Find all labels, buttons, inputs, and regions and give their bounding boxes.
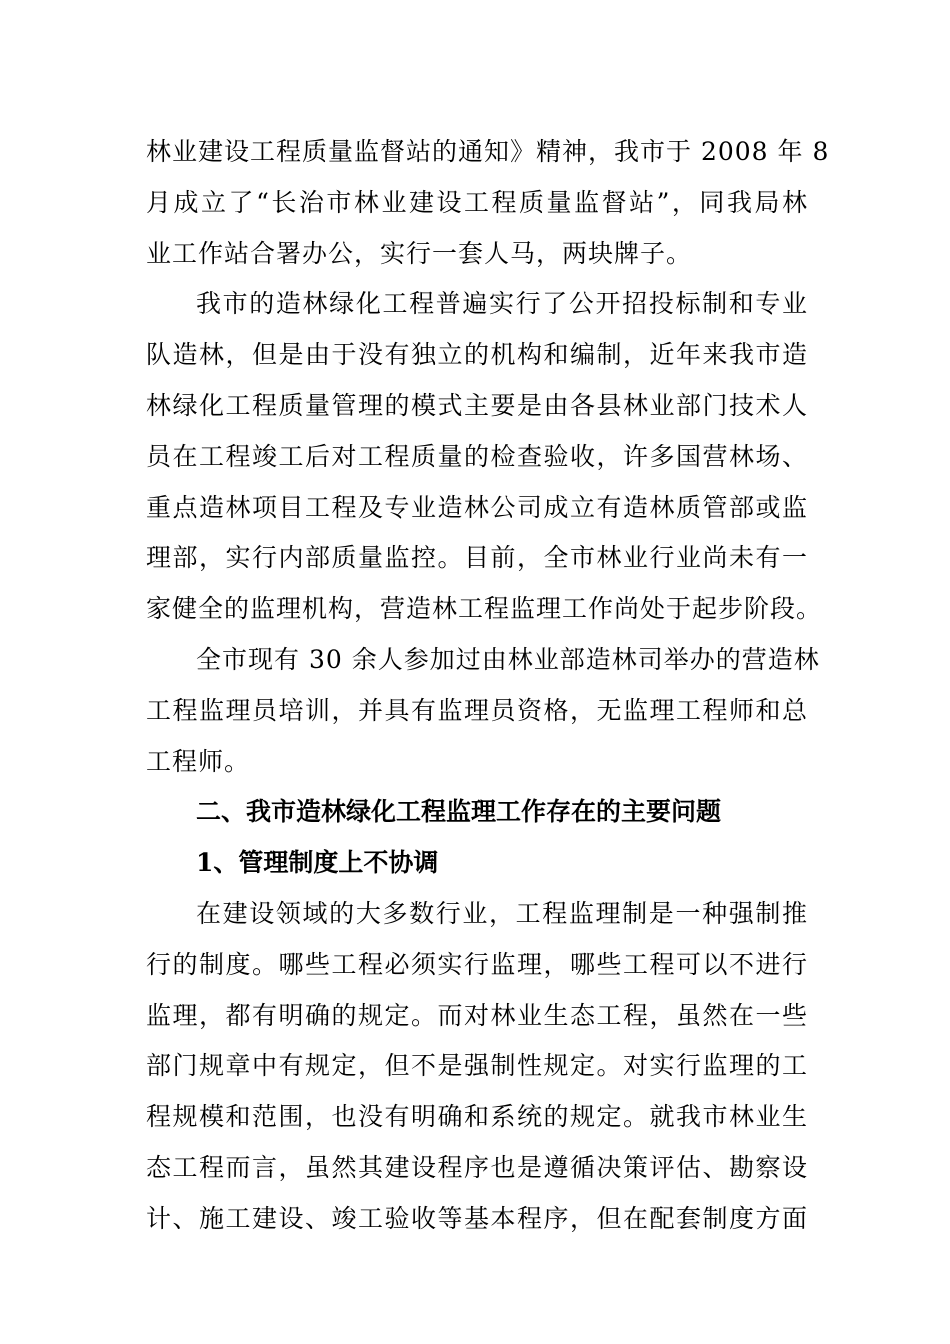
text-line: 队造林，但是由于没有独立的机构和编制，近年来我市造 (146, 340, 808, 370)
text-line: 月成立了“长治市林业建设工程质量监督站”，同我局林 (146, 187, 808, 217)
text-line: 业工作站合署办公，实行一套人马，两块牌子。 (146, 238, 693, 268)
text-line: 行的制度。哪些工程必须实行监理，哪些工程可以不进行 (146, 949, 808, 979)
subsection-heading: 1、管理制度上不协调 (196, 848, 439, 878)
text-line: 程规模和范围，也没有明确和系统的规定。就我市林业生 (146, 1102, 808, 1132)
paragraph (146, 635, 820, 787)
text-line: 家健全的监理机构，营造林工程监理工作尚处于起步阶段。 (146, 594, 823, 624)
text-line: 员在工程竣工后对工程质量的检查验收，许多国营林场、 (146, 441, 808, 471)
text-line: 工程师。 (146, 746, 251, 776)
paragraph (146, 279, 823, 635)
text-line: 工程监理员培训，并具有监理员资格，无监理工程师和总 (146, 695, 808, 725)
text-line: 态工程而言，虽然其建设程序也是遵循决策评估、勘察设 (146, 1152, 808, 1182)
text-line: 我市的造林绿化工程普遍实行了公开招投标制和专业 (196, 289, 808, 319)
text-line: 部门规章中有规定，但不是强制性规定。对实行监理的工 (146, 1051, 808, 1081)
paragraph (146, 127, 830, 279)
text-line: 理部，实行内部质量监控。目前，全市林业行业尚未有一 (146, 543, 808, 573)
section-heading: 二、我市造林绿化工程监理工作存在的主要问题 (196, 797, 722, 827)
text-line: 林绿化工程质量管理的模式主要是由各县林业部门技术人 (146, 390, 808, 420)
paragraph (146, 889, 808, 1245)
text-line: 监理，都有明确的规定。而对林业生态工程，虽然在一些 (146, 1000, 808, 1030)
text-line: 在建设领域的大多数行业，工程监理制是一种强制推 (196, 898, 808, 928)
text-line: 林业建设工程质量监督站的通知》精神，我市于 2008 年 8 (146, 137, 830, 166)
text-line: 全市现有 30 余人参加过由林业部造林司举办的营造林 (196, 644, 820, 674)
text-line: 重点造林项目工程及专业造林公司成立有造林质管部或监 (146, 492, 808, 522)
text-line: 计、施工建设、竣工验收等基本程序，但在配套制度方面 (146, 1203, 808, 1233)
